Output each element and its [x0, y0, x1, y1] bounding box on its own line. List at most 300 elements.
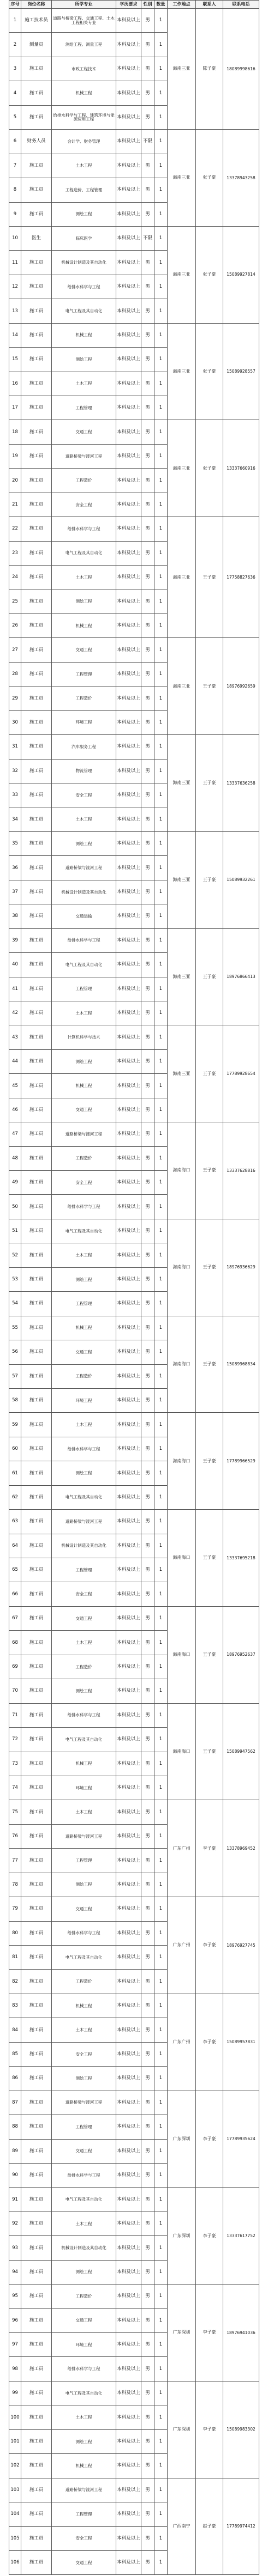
cell-education: 本科及以上 [116, 638, 141, 662]
cell-quantity: 1 [154, 444, 168, 468]
cell-position: 施工员 [21, 2115, 52, 2139]
cell-gender: 男 [141, 372, 154, 396]
cell-quantity: 1 [154, 372, 168, 396]
cell-quantity: 1 [154, 2188, 168, 2212]
cell-education: 本科及以上 [116, 81, 141, 105]
table-row [9, 831, 259, 855]
cell-phone: 18089998616 [223, 9, 259, 130]
cell-no: 89 [9, 2139, 21, 2163]
cell-major: 给排水科学与工程 [52, 1921, 116, 1945]
cell-gender: 男 [141, 1049, 154, 1073]
cell-no: 98 [9, 2357, 21, 2381]
cell-quantity: 1 [154, 1849, 168, 1873]
cell-quantity: 1 [154, 904, 168, 928]
cell-position: 施工员 [21, 1292, 52, 1316]
cell-gender: 男 [141, 1219, 154, 1243]
cell-position: 施工员 [21, 566, 52, 590]
cell-major: 电气工程及其自动化 [52, 1728, 116, 1752]
cell-major: 土木工程 [52, 2405, 116, 2429]
cell-education: 本科及以上 [116, 2067, 141, 2091]
cell-education: 本科及以上 [116, 735, 141, 759]
cell-education: 本科及以上 [116, 1437, 141, 1461]
cell-quantity: 1 [154, 33, 168, 57]
cell-major: 计算机科学与技术 [52, 1025, 116, 1049]
cell-location: 广东广州 [168, 1994, 196, 2091]
cell-position: 施工员 [21, 1703, 52, 1727]
cell-position: 财务人员 [21, 130, 52, 154]
cell-location: 海南海口 [168, 1510, 196, 1607]
table-row [9, 735, 259, 759]
cell-education: 本科及以上 [116, 57, 141, 81]
cell-gender: 男 [141, 444, 154, 468]
cell-gender: 男 [141, 759, 154, 783]
cell-quantity: 1 [154, 1897, 168, 1921]
cell-education: 本科及以上 [116, 590, 141, 613]
cell-phone: 18976866413 [223, 928, 259, 1025]
cell-position: 施工员 [21, 1146, 52, 1170]
cell-no: 74 [9, 1776, 21, 1800]
cell-education: 本科及以上 [116, 323, 141, 347]
cell-no: 82 [9, 1970, 21, 1994]
col-header-position: 岗位名称 [21, 1, 52, 9]
cell-gender: 男 [141, 2260, 154, 2284]
cell-gender: 男 [141, 1752, 154, 1776]
cell-major: 汽车服务工程 [52, 735, 116, 759]
cell-gender: 男 [141, 2285, 154, 2308]
cell-no: 67 [9, 1606, 21, 1630]
cell-quantity: 1 [154, 1776, 168, 1800]
cell-gender: 男 [141, 735, 154, 759]
cell-location: 广西南宁 [168, 2478, 196, 2575]
cell-position: 施工员 [21, 638, 52, 662]
cell-major: 安全工程 [52, 1171, 116, 1195]
cell-education: 本科及以上 [116, 2091, 141, 2115]
cell-education: 本科及以上 [116, 9, 141, 33]
cell-phone: 15089932261 [223, 831, 259, 928]
cell-education: 本科及以上 [116, 1921, 141, 1945]
cell-no: 14 [9, 323, 21, 347]
cell-major: 机械工程 [52, 1074, 116, 1098]
cell-no: 31 [9, 735, 21, 759]
cell-position: 施工员 [21, 710, 52, 734]
cell-phone: 13337660916 [223, 420, 259, 517]
cell-position: 施工员 [21, 1340, 52, 1364]
cell-contact-person: 李子豪 [196, 2188, 223, 2285]
cell-major: 机械工程 [52, 81, 116, 105]
cell-quantity: 1 [154, 1679, 168, 1703]
table-row [9, 1316, 259, 1340]
cell-no: 22 [9, 517, 21, 541]
cell-gender: 男 [141, 33, 154, 57]
cell-education: 本科及以上 [116, 1267, 141, 1291]
cell-quantity: 1 [154, 2091, 168, 2115]
cell-quantity: 1 [154, 928, 168, 952]
cell-major: 测绘工程 [52, 1461, 116, 1485]
cell-position: 施工员 [21, 57, 52, 81]
cell-quantity: 1 [154, 81, 168, 105]
cell-position: 施工员 [21, 2042, 52, 2066]
cell-education: 本科及以上 [116, 904, 141, 928]
cell-no: 64 [9, 1534, 21, 1558]
cell-location: 海南三亚 [168, 1025, 196, 1122]
cell-location: 广东深圳 [168, 2381, 196, 2478]
cell-location: 海南海口 [168, 1316, 196, 1413]
cell-gender: 男 [141, 1970, 154, 1994]
cell-quantity: 1 [154, 710, 168, 734]
cell-gender: 男 [141, 1413, 154, 1437]
cell-position: 施工员 [21, 2018, 52, 2042]
cell-quantity: 1 [154, 1219, 168, 1243]
cell-no: 13 [9, 299, 21, 323]
cell-no: 84 [9, 2018, 21, 2042]
cell-no: 8 [9, 178, 21, 202]
cell-major: 测绘工程 [52, 2067, 116, 2091]
cell-position: 施工员 [21, 372, 52, 396]
cell-position: 施工员 [21, 1776, 52, 1800]
cell-major: 市政工程技术 [52, 57, 116, 81]
cell-no: 37 [9, 880, 21, 904]
cell-no: 91 [9, 2188, 21, 2212]
cell-position: 施工员 [21, 1098, 52, 1122]
cell-major: 测绘工程 [52, 831, 116, 855]
cell-position: 施工员 [21, 2405, 52, 2429]
cell-position: 施工员 [21, 1824, 52, 1848]
cell-major: 环境工程 [52, 1776, 116, 1800]
cell-gender: 男 [141, 105, 154, 129]
cell-education: 本科及以上 [116, 613, 141, 637]
cell-position: 医生 [21, 226, 52, 250]
cell-major: 土木工程 [52, 372, 116, 396]
cell-major: 土木工程 [52, 154, 116, 178]
cell-major: 给排水科学与工程 [52, 2163, 116, 2187]
cell-no: 93 [9, 2236, 21, 2260]
cell-phone: 13378943258 [223, 130, 259, 227]
cell-quantity: 1 [154, 1316, 168, 1340]
cell-no: 96 [9, 2308, 21, 2332]
cell-position: 施工员 [21, 2550, 52, 2574]
cell-gender: 男 [141, 1340, 154, 1364]
table-row [9, 420, 259, 444]
cell-gender: 男 [141, 710, 154, 734]
cell-quantity: 1 [154, 759, 168, 783]
cell-no: 20 [9, 469, 21, 493]
cell-contact-person: 李子豪 [196, 2091, 223, 2188]
cell-major: 工程造价 [52, 469, 116, 493]
cell-major: 给排水科学与工程 [52, 1437, 116, 1461]
cell-quantity: 1 [154, 1195, 168, 1219]
cell-position: 施工员 [21, 202, 52, 226]
cell-no: 25 [9, 590, 21, 613]
cell-position: 施工员 [21, 1582, 52, 1606]
cell-quantity: 1 [154, 1631, 168, 1655]
cell-position: 施工员 [21, 2212, 52, 2235]
cell-education: 本科及以上 [116, 420, 141, 444]
cell-location: 海南海口 [168, 1606, 196, 1703]
table-row [9, 517, 259, 541]
cell-contact-person: 王子豪 [196, 1316, 223, 1413]
cell-position: 施工员 [21, 81, 52, 105]
cell-no: 44 [9, 1049, 21, 1073]
cell-major: 测绘工程 [52, 348, 116, 372]
cell-major: 道路桥梁与渡河工程 [52, 1824, 116, 1848]
cell-position: 施工员 [21, 323, 52, 347]
cell-no: 76 [9, 1824, 21, 1848]
cell-contact-person: 王子豪 [196, 517, 223, 638]
cell-quantity: 1 [154, 2285, 168, 2308]
cell-major: 测绘工程 [52, 590, 116, 613]
cell-position: 施工员 [21, 831, 52, 855]
cell-gender: 男 [141, 2526, 154, 2550]
cell-position: 施工员 [21, 904, 52, 928]
cell-education: 本科及以上 [116, 1219, 141, 1243]
cell-no: 47 [9, 1122, 21, 1146]
cell-major: 机械工程 [52, 323, 116, 347]
cell-major: 安全工程 [52, 1582, 116, 1606]
cell-gender: 男 [141, 2550, 154, 2574]
cell-education: 本科及以上 [116, 662, 141, 686]
cell-position: 施工员 [21, 348, 52, 372]
cell-gender: 男 [141, 1267, 154, 1291]
cell-major: 会计学、财务管理 [52, 130, 116, 154]
cell-position: 施工员 [21, 1534, 52, 1558]
cell-location: 广东广州 [168, 1897, 196, 1994]
cell-position: 施工员 [21, 662, 52, 686]
cell-gender: 男 [141, 420, 154, 444]
cell-no: 104 [9, 2502, 21, 2526]
cell-major: 临床医学 [52, 226, 116, 250]
cell-gender: 男 [141, 953, 154, 977]
cell-education: 本科及以上 [116, 1292, 141, 1316]
cell-gender: 男 [141, 856, 154, 880]
cell-phone: 15089947562 [223, 1703, 259, 1800]
cell-quantity: 1 [154, 1171, 168, 1195]
cell-location: 海南海口 [168, 1703, 196, 1800]
cell-position: 施工员 [21, 420, 52, 444]
cell-gender: 男 [141, 1146, 154, 1170]
cell-education: 本科及以上 [116, 1171, 141, 1195]
cell-education: 本科及以上 [116, 226, 141, 250]
cell-no: 78 [9, 1873, 21, 1897]
cell-gender: 男 [141, 1897, 154, 1921]
cell-contact-person: 陈子豪 [196, 9, 223, 130]
cell-education: 本科及以上 [116, 202, 141, 226]
cell-gender: 男 [141, 904, 154, 928]
cell-education: 本科及以上 [116, 928, 141, 952]
cell-gender: 男 [141, 323, 154, 347]
cell-major: 工程管理 [52, 977, 116, 1001]
cell-position: 施工员 [21, 396, 52, 420]
cell-quantity: 1 [154, 953, 168, 977]
cell-position: 施工员 [21, 2236, 52, 2260]
cell-major: 交通工程 [52, 1897, 116, 1921]
cell-major: 给排水科学与工程 [52, 928, 116, 952]
cell-position: 施工员 [21, 2163, 52, 2187]
cell-position: 施工员 [21, 469, 52, 493]
cell-position: 施工员 [21, 1921, 52, 1945]
cell-quantity: 1 [154, 1752, 168, 1776]
cell-no: 23 [9, 541, 21, 565]
cell-quantity: 1 [154, 275, 168, 299]
cell-position: 施工员 [21, 517, 52, 541]
cell-major: 土木工程 [52, 566, 116, 590]
cell-no: 100 [9, 2405, 21, 2429]
cell-major: 电气工程及其自动化 [52, 1946, 116, 1970]
cell-major: 工程管理 [52, 2115, 116, 2139]
cell-gender: 男 [141, 1122, 154, 1146]
cell-gender: 男 [141, 154, 154, 178]
cell-position: 施工员 [21, 1558, 52, 1582]
cell-contact-person: 李子豪 [196, 1994, 223, 2091]
cell-no: 26 [9, 613, 21, 637]
cell-no: 85 [9, 2042, 21, 2066]
cell-no: 65 [9, 1558, 21, 1582]
cell-no: 79 [9, 1897, 21, 1921]
cell-quantity: 1 [154, 1510, 168, 1534]
cell-gender: 男 [141, 1582, 154, 1606]
cell-major: 土木工程 [52, 2212, 116, 2235]
cell-major: 机械工程 [52, 613, 116, 637]
col-header-gender: 性别 [141, 1, 154, 9]
col-header-quantity: 数量 [154, 1, 168, 9]
cell-education: 本科及以上 [116, 1776, 141, 1800]
cell-no: 48 [9, 1146, 21, 1170]
cell-gender: 男 [141, 880, 154, 904]
cell-no: 33 [9, 783, 21, 807]
table-row [9, 2285, 259, 2308]
cell-major: 工程管理 [52, 1558, 116, 1582]
cell-location: 海南海口 [168, 1219, 196, 1316]
cell-education: 本科及以上 [116, 1606, 141, 1630]
cell-major: 机械设计制造及其自动化 [52, 2236, 116, 2260]
cell-position: 施工员 [21, 1243, 52, 1267]
cell-quantity: 1 [154, 2381, 168, 2405]
cell-gender: 男 [141, 1025, 154, 1049]
cell-no: 46 [9, 1098, 21, 1122]
cell-gender: 男 [141, 1558, 154, 1582]
cell-major: 交通工程 [52, 2139, 116, 2163]
cell-quantity: 1 [154, 831, 168, 855]
cell-quantity: 1 [154, 396, 168, 420]
cell-phone: 17758827636 [223, 517, 259, 638]
cell-quantity: 1 [154, 1703, 168, 1727]
cell-gender: 男 [141, 469, 154, 493]
cell-gender: 男 [141, 590, 154, 613]
cell-gender: 男 [141, 493, 154, 517]
cell-position: 施工员 [21, 1606, 52, 1630]
cell-gender: 男 [141, 1364, 154, 1388]
cell-education: 本科及以上 [116, 1001, 141, 1025]
cell-education: 本科及以上 [116, 275, 141, 299]
col-header-location: 工作地点 [168, 1, 196, 9]
cell-position: 施工员 [21, 856, 52, 880]
cell-gender: 男 [141, 1631, 154, 1655]
cell-major: 安全工程 [52, 2042, 116, 2066]
cell-location: 海南三亚 [168, 831, 196, 928]
cell-position: 施工员 [21, 2188, 52, 2212]
cell-education: 本科及以上 [116, 299, 141, 323]
cell-no: 87 [9, 2091, 21, 2115]
header-row [9, 1, 259, 9]
cell-education: 本科及以上 [116, 396, 141, 420]
cell-no: 32 [9, 759, 21, 783]
cell-location: 海南海口 [168, 1122, 196, 1219]
cell-quantity: 1 [154, 323, 168, 347]
cell-major: 测绘工程 [52, 1267, 116, 1291]
cell-education: 本科及以上 [116, 1582, 141, 1606]
cell-no: 35 [9, 831, 21, 855]
cell-major: 电气工程及其自动化 [52, 953, 116, 977]
col-header-no: 序号 [9, 1, 21, 9]
cell-education: 本科及以上 [116, 2260, 141, 2284]
cell-position: 施工员 [21, 1316, 52, 1340]
cell-phone: 13378969452 [223, 1800, 259, 1897]
cell-major: 土木工程 [52, 1800, 116, 1824]
table-row [9, 2478, 259, 2502]
cell-quantity: 1 [154, 541, 168, 565]
cell-education: 本科及以上 [116, 1122, 141, 1146]
cell-position: 施工员 [21, 299, 52, 323]
cell-major: 测绘工程 [52, 1049, 116, 1073]
cell-education: 本科及以上 [116, 493, 141, 517]
cell-education: 本科及以上 [116, 759, 141, 783]
cell-major: 交通工程 [52, 1098, 116, 1122]
cell-major: 工程造价 [52, 1364, 116, 1388]
cell-position: 施工员 [21, 1994, 52, 2018]
cell-education: 本科及以上 [116, 444, 141, 468]
cell-position: 施工员 [21, 1849, 52, 1873]
cell-position: 施工员 [21, 1461, 52, 1485]
cell-education: 本科及以上 [116, 2550, 141, 2574]
cell-contact-person: 张子豪 [196, 323, 223, 420]
cell-no: 70 [9, 1679, 21, 1703]
cell-position: 施工员 [21, 880, 52, 904]
cell-contact-person: 张子豪 [196, 130, 223, 227]
cell-quantity: 1 [154, 299, 168, 323]
cell-phone: 15089983302 [223, 2381, 259, 2478]
cell-no: 45 [9, 1074, 21, 1098]
cell-education: 本科及以上 [116, 2188, 141, 2212]
cell-major: 电气工程及其自动化 [52, 299, 116, 323]
cell-gender: 男 [141, 1292, 154, 1316]
cell-major: 给排水科学与工程 [52, 1195, 116, 1219]
cell-education: 本科及以上 [116, 2381, 141, 2405]
cell-education: 本科及以上 [116, 1873, 141, 1897]
cell-education: 本科及以上 [116, 2285, 141, 2308]
cell-position: 施工员 [21, 2091, 52, 2115]
cell-no: 40 [9, 953, 21, 977]
cell-quantity: 1 [154, 590, 168, 613]
cell-education: 本科及以上 [116, 517, 141, 541]
cell-gender: 男 [141, 2091, 154, 2115]
cell-education: 本科及以上 [116, 1679, 141, 1703]
cell-position: 施工员 [21, 541, 52, 565]
cell-education: 本科及以上 [116, 2333, 141, 2357]
cell-education: 本科及以上 [116, 686, 141, 710]
cell-gender: 男 [141, 1001, 154, 1025]
cell-no: 95 [9, 2285, 21, 2308]
cell-gender: 男 [141, 1728, 154, 1752]
cell-no: 61 [9, 1461, 21, 1485]
cell-no: 38 [9, 904, 21, 928]
cell-major: 测绘工程 [52, 2260, 116, 2284]
table-row [9, 9, 259, 33]
cell-education: 本科及以上 [116, 1461, 141, 1485]
cell-gender: 男 [141, 2405, 154, 2429]
cell-position: 施工员 [21, 759, 52, 783]
cell-gender: 男 [141, 517, 154, 541]
cell-education: 本科及以上 [116, 1485, 141, 1509]
cell-position: 施工员 [21, 2429, 52, 2453]
